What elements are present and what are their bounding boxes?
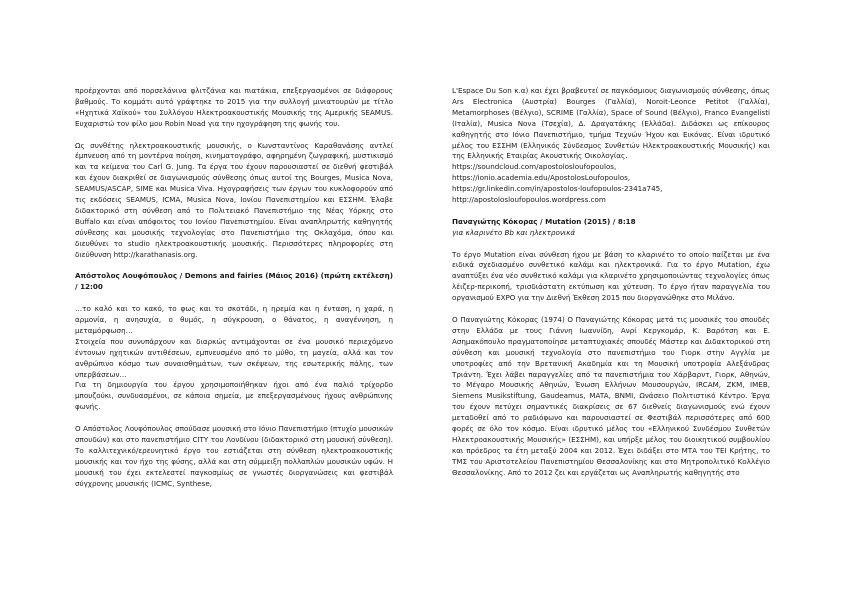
paragraph: προέρχονται από πορσελάνινα φλιτζάνια και πιατάκια, επεξεργασμένοι σε διάφορους βαθμούς. Το κομμάτι αυτό γράφτηκε το 2015 για την συλλογή μινιατουρών με τίτλο «Ηχητικά Χαϊκού» του Συλλόγου Ηλεκτροακουστικής Μουσικής της Αμερικής SEAMUS. Ευχαριστώ τον φίλο μου Robin Noad για την ηχογράφηση της φωνής του. [75, 86, 393, 128]
right-column [452, 86, 770, 479]
section-heading: Απόστολος Λουφόπουλος / Demons and fairies (Μάιος 2016) (πρώτη εκτέλεση) / 12:00 [75, 271, 393, 292]
paragraph: Για τη δημιουργία του έργου χρησιμοποιήθηκαν ήχοι από ένα παλιό τρίχορδο μπουζούκι, συνδυασμένοι, σε κάποια σημεία, με επεξεργασμένους ήχους ανθρώπινης φωνής. [75, 380, 393, 412]
paragraph: Το έργο Mutation είναι σύνθεση ήχου με βάση το κλαρινέτο το οποίο παίζεται με ένα ειδικά σχεδιασμένο συνθετικό καλάμι και ηλεκτρονικά. Για το έργο Mutation, έχω αναπτύξει ένα νέο συνθετικό καλάμι για κλαρινέτο χρησιμοποιώντας τεχνολογίες όπως λέιζερ-περικοπή, τρισδιάστατη εκτύπωση και χύτευση. Το έργο ήταν παραγγελία του οργανισμού EXPO για την Διεθνή Έκθεση 2015 που διοργανώθηκε στο Μιλάνο. [452, 249, 770, 303]
section-heading: Παναγιώτης Κόκορας / Mutation (2015) / 8:18 [452, 216, 636, 226]
paragraph: Ο Απόστολος Λουφόπουλος σπούδασε μουσική στο Ιόνιο Πανεπιστήμιο (πτυχίο μουσικών σπουδών) και στο πανεπιστήμιο CITY του Λονδίνου (διδακτορικό στη μουσική σύνθεση). Το καλλιτεχνικό/ερευνητικό έργο του εστιάζεται στη σύνθεση ηλεκτροακουστικής μουσικής και τον ήχο της φύσης, αλλά και στη σύμμειξη πολλαπλών μουσικών υφών. Η μουσική του έχει εκτελεστεί παγκοσμίως σε γνωστές διοργανώσεις και φεστιβάλ σύγχρονης μουσικής (ICMC, Synthese, [75, 424, 393, 488]
left-column [75, 86, 393, 489]
paragraph: Ως συνθέτης ηλεκτροακουστικής μουσικής, ο Κωνσταντίνος Καραθανάσης αντλεί έμπνευση από τη μοντέρνα ποίηση, κινηματογράφο, αφηρημένη ζωγραφική, μυστικισμό και τα κείμενα του Carl G. Jung. Τα έργα του έχουν παρουσιαστεί σε διεθνή φεστιβάλ και έχουν διακριθεί σε διαγωνισμούς σύνθεσης όπως αυτοί της Bourges, Musica Nova, SEAMUS/ASCAP, SIME και Musica Viva. Ηχογραφήσεις των έργων του κυκλοφορούν από τις εκδόσεις SEAMUS, ICMA, Musica Nova, Ιονίου Πανεπιστημίου και ΕΣΣΗΜ. Έλαβε διδακτορικό στη σύνθεση από το Πολιτειακό Πανεπιστήμιο της Νέας Υόρκης στο Buffalo και είναι απόφοιτος του Ιονίου Πανεπιστημίου. Είναι αναπληρωτής καθηγητής σύνθεσης και μουσικής τεχνολογίας στο Πανεπιστήμιο της Οκλαχόμα, όπου και διευθύνει το studio ηλεκτροακουστικής μουσικής. Περισσότερες πληροφορίες στη διεύθυνση http://karathanasis.org. [75, 140, 393, 259]
paragraph: L'Espace Du Son κ.α) και έχει βραβευτεί σε παγκόσμιους διαγωνισμούς σύνθεσης, όπως Ars Electronica (Αυστρία) Bourges (Γαλλία), Noroit-Leonce Petitot (Γαλλία), Metamorphoses (Βέλγιο), SCRIME (Γαλλία), Space of Sound (Βέλγιο), Franco Evangelisti (Ιταλία), Musica Nova (Τσεχία), Δ. Δραγατάκης (Ελλάδα). Διδάσκει ως επίκουρος καθηγητής στο Ιόνιο Πανεπιστήμιο, τμήμα Τεχνών Ήχου και Εικόνας. Είναι ιδρυτικό μέλος του ΕΣΣΗΜ (Ελληνικός Σύνδεσμος Συνθετών Ηλεκτροακουστικής Μουσικής) και της Ελληνικής Εταιρίας Ακουστικής Οικολογίας. [452, 86, 770, 161]
paragraph: Ο Παναγιώτης Κόκορας (1974) Ο Παναγιώτης Κόκορας μετά τις μουσικές του σπουδές στην Ελλάδα με τους Γιάννη Ιωαννίδη, Ανρί Κεργκομάρ, Κ. Βαρότση και Ε. Ασημακόπουλο πραγματοποίησε μεταπτυχιακές σπουδές Μάστερ και Διδακτορικού στη σύνθεση και μουσική τεχνολογία στο πανεπιστήμιο του Γιορκ στην Αγγλία με υποτροφίες από την Βρετανική Ακαδημία και τη Μουσική υποτροφία Αλεξάνδρας Τριάντη. Έχει λάβει παραγγελίες από τα πανεπιστήμια του Χάρβαρντ, Γιορκ, Αθηνών, το Μέγαρο Μουσικής Αθηνών, Ένωση Ελλήνων Μουσουργών, IRCAM, ZKM, IMEB, Siemens Musikstiftung, Gaudeamus, MATA, BNMI, Ωνάσειο Πολιτιστικό Κέντρο. Έργα του έχουν πετύχει σημαντικές διακρίσεις σε 67 διεθνείς διαγωνισμούς ενώ έχουν μεταδοθεί από το ραδιόφωνο και παρουσιαστεί σε Φεστιβάλ περισσότερες από 600 φορές σε όλο τον κόσμο. Είναι ιδρυτικό μέλος του «Ελληνικού Συνδέσμου Συνθετών Ηλεκτροακουστικής Μουσικής» (ΕΣΣΗΜ), και υπήρξε μέλος του διοικητικού συμβουλίου και πρόεδρος τα έτη μεταξύ 2004 και 2012. Έχει διδάξει στο ΜΤΑ του ΤΕΙ Κρήτης, το ΤΜΣ του Αριστοτελείου Πανεπιστημίου Θεσσαλονίκης και στο Μητροπολιτικό Κολλέγιο Θεσσαλονίκης. Από το 2012 ζει και εργάζεται ως Αναπληρωτής καθηγητής στο [452, 314, 770, 477]
link-wordpress[interactable]: http://apostolosloufopoulos.wordpress.com [452, 195, 606, 205]
link-academia[interactable]: https://ionio.academia.edu/ApostolosLoufopoulos, [452, 173, 631, 183]
section-subheading: για κλαρινέτο Bb και ηλεκτρονικά [452, 227, 576, 237]
paragraph: Στοιχεία που συνυπάρχουν και διαρκώς αντιμάχονται σε ένα μουσικό περιεχόμενο έντονων ηχητικών αντιθέσεων, εμπνευσμένο από το μύθο, τη μαγεία, αλλά και τον ανθρώπινο κόσμο των συναισθημάτων, των σκέψεων, της εσωτερικής πάλης, των υπερβάσεων… [75, 336, 393, 379]
link-linkedin[interactable]: https://gr.linkedin.com/in/apostolos-loufopoulos-2341a745, [452, 184, 663, 194]
paragraph: …το καλό και το κακό, το φως και το σκοτάδι, η ηρεμία και η ένταση, η χαρά, η αρμονία, η ανησυχία, ο θυμός, η σύγκρουση, ο θάνατος, η αναγέννηση, η μεταμόρφωση… [75, 304, 393, 335]
link-soundcloud[interactable]: https://soundcloud.com/apostolosloufopoulos, [452, 162, 617, 172]
